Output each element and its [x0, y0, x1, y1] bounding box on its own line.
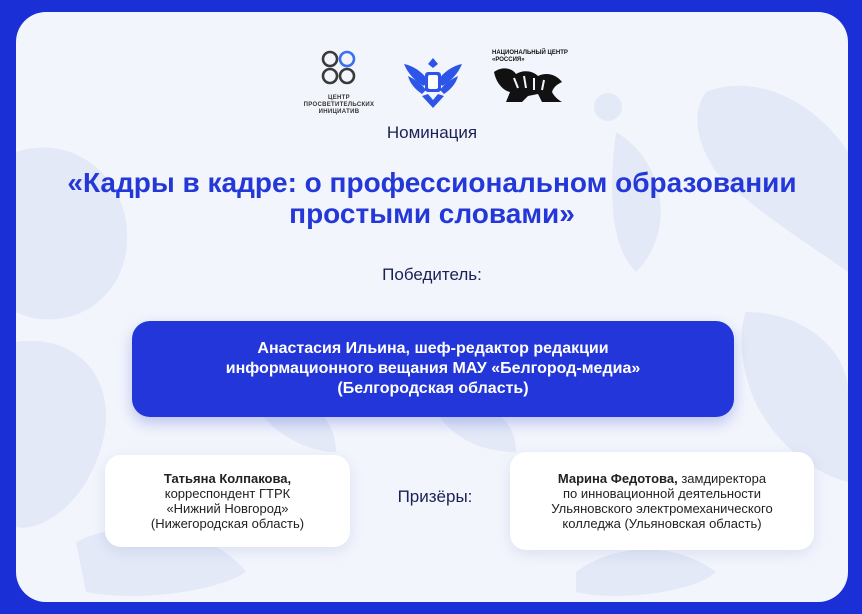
logo-row	[16, 48, 848, 118]
nomination-label: Номинация	[386, 123, 478, 142]
logo3-caption: НАЦИОНАЛЬНЫЙ ЦЕНТР «РОССИЯ»	[492, 50, 568, 63]
center-educational-initiatives-logo	[303, 48, 375, 116]
winner-label: Победитель:	[382, 265, 482, 284]
poster-card	[16, 12, 848, 602]
prizer-2-name: Марина Федотова,	[557, 471, 678, 486]
nomination-title: «Кадры в кадре: о профессиональном образовании простыми словами»	[67, 167, 797, 229]
prizer-card-2	[510, 452, 814, 550]
prizer-2-details: замдиректора по инновационной деятельности Ульяновского электромеханического колледжа (Ульяновская область)	[551, 471, 773, 531]
prizer-card-1	[105, 455, 350, 547]
prizers-label: Призёры:	[397, 487, 473, 506]
ministry-eagle-emblem	[400, 50, 466, 112]
winner-text: Анастасия Ильина, шеф-редактор редакции информационного вещания МАУ «Белгород-медиа» (Белгородская область)	[225, 340, 641, 397]
quatrefoil-icon	[319, 48, 359, 88]
logo1-caption: ЦЕНТР ПРОСВЕТИТЕЛЬСКИХ ИНИЦИАТИВ	[303, 95, 375, 115]
eagle-icon	[400, 50, 466, 112]
tiger-icon	[492, 64, 566, 104]
prizer-1-name: Татьяна Колпакова,	[163, 471, 292, 486]
prizer-1-details: корреспондент ГТРК «Нижний Новгород» (Нижегородская область)	[150, 486, 305, 531]
winner-box	[132, 321, 734, 417]
national-center-russia-logo	[492, 50, 572, 112]
